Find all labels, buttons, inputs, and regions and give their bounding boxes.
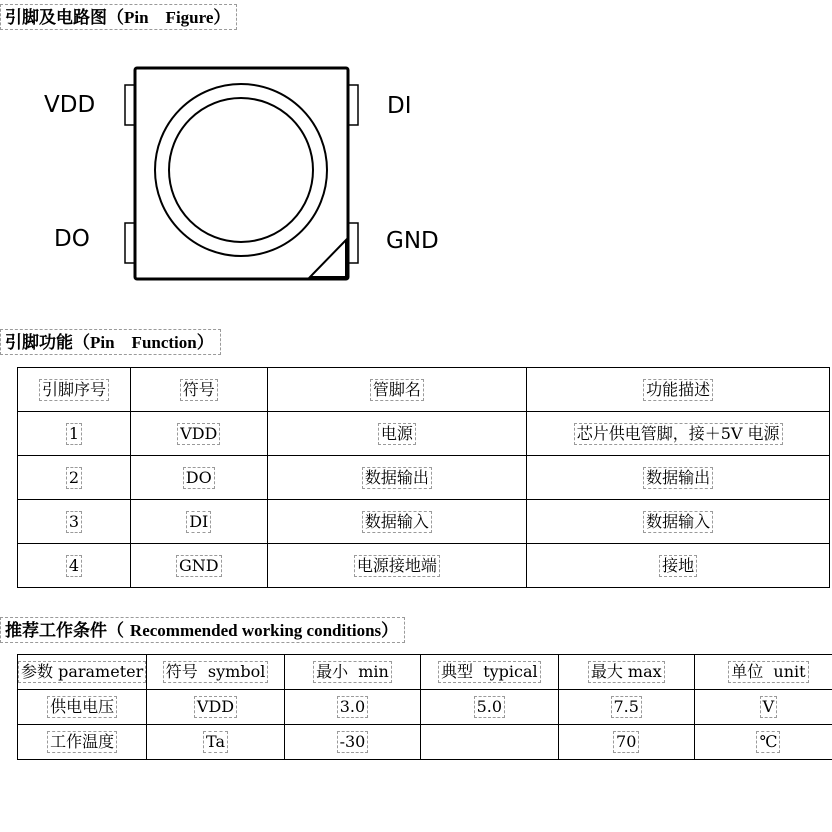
cell-value: 1 [66, 423, 82, 445]
table-row [18, 544, 830, 588]
pin-label-di: DI [387, 93, 412, 119]
header-cell [147, 655, 285, 690]
table-row [18, 412, 830, 456]
cell-value: 2 [66, 467, 82, 489]
table-cell [527, 544, 830, 588]
pin-function-title-cn: 引脚功能（ [5, 333, 90, 353]
table-cell [18, 544, 131, 588]
header-cell [267, 368, 527, 412]
header-cell [694, 655, 832, 690]
table-cell [284, 725, 420, 760]
table-row [18, 725, 832, 760]
pin-figure-title [0, 4, 237, 30]
pin-label-vdd: VDD [44, 92, 96, 118]
cell-value: 数据输入 [362, 511, 432, 533]
header-pin-number: 引脚序号 [39, 379, 109, 401]
table-header-row [18, 368, 830, 412]
pin-function-title-en: Pin Function [90, 333, 197, 352]
pin-function-title-close: ） [196, 333, 214, 353]
cell-value: 3 [66, 511, 82, 533]
cell-value: 工作温度 [47, 731, 117, 753]
header-min: 最小 min [313, 661, 392, 683]
table-cell [421, 690, 559, 725]
table-cell [147, 690, 285, 725]
table-cell [421, 725, 559, 760]
pin-figure-title-cn: 引脚及电路图（ [5, 8, 124, 28]
table-cell [18, 500, 131, 544]
cell-value: DO [183, 467, 215, 489]
header-function: 功能描述 [643, 379, 713, 401]
cell-value: V [760, 696, 778, 718]
header-cell [130, 368, 267, 412]
table-cell [130, 412, 267, 456]
cell-value: VDD [194, 696, 237, 718]
led-package-diagram [120, 60, 370, 290]
conditions-title-close: ） [381, 621, 399, 641]
lens-inner-ring [169, 98, 313, 242]
table-row [18, 456, 830, 500]
cell-value: 数据输出 [643, 467, 713, 489]
table-cell [267, 412, 527, 456]
header-cell [284, 655, 420, 690]
header-parameter: 参数 parameter [18, 661, 146, 683]
table-cell [18, 456, 131, 500]
conditions-title-cn: 推荐工作条件（ [5, 621, 130, 641]
cell-value: 芯片供电管脚，接＋5V 电源 [574, 423, 783, 445]
pin-label-do: DO [54, 226, 90, 252]
table-header-row [18, 655, 832, 690]
conditions-title-en: Recommended working conditions [129, 621, 382, 640]
header-pin-name: 管脚名 [370, 379, 424, 401]
header-cell [527, 368, 830, 412]
table-cell [130, 500, 267, 544]
table-cell [527, 412, 830, 456]
table-cell [267, 544, 527, 588]
pin-figure-title-en: Pin Figure [124, 8, 214, 27]
table-row [18, 500, 830, 544]
header-typical: 典型 typical [438, 661, 541, 683]
cell-value: VDD [177, 423, 220, 445]
table-cell [527, 500, 830, 544]
table-cell [558, 725, 694, 760]
cell-value: 电源接地端 [354, 555, 440, 577]
cell-value: 数据输出 [362, 467, 432, 489]
cell-value: 接地 [659, 555, 697, 577]
pin-function-table [17, 367, 830, 588]
table-cell [130, 544, 267, 588]
table-cell [18, 412, 131, 456]
table-cell [18, 725, 147, 760]
cell-value: 70 [613, 731, 639, 753]
table-cell [267, 456, 527, 500]
cell-value: -30 [337, 731, 369, 753]
cell-value: 7.5 [611, 696, 642, 718]
pin-figure-title-close: ） [213, 8, 231, 28]
cell-value: ℃ [756, 731, 780, 753]
table-cell [147, 725, 285, 760]
table-cell [694, 725, 832, 760]
pin-label-gnd: GND [386, 228, 439, 254]
table-cell [18, 690, 147, 725]
cell-value: 5.0 [474, 696, 505, 718]
cell-value: 4 [66, 555, 82, 577]
table-cell [130, 456, 267, 500]
cell-value: Ta [203, 731, 228, 753]
cell-value: DI [186, 511, 211, 533]
header-cell [421, 655, 559, 690]
table-row [18, 690, 832, 725]
conditions-title [0, 617, 405, 643]
cell-value: 供电电压 [47, 696, 117, 718]
cell-value: 数据输入 [643, 511, 713, 533]
header-cell [18, 655, 147, 690]
header-symbol: 符号 symbol [163, 661, 269, 683]
table-cell [284, 690, 420, 725]
header-symbol: 符号 [180, 379, 218, 401]
header-cell [558, 655, 694, 690]
table-cell [267, 500, 527, 544]
table-cell [694, 690, 832, 725]
header-cell [18, 368, 131, 412]
conditions-table [17, 654, 832, 760]
pin-function-title [0, 329, 221, 355]
cell-value: 电源 [378, 423, 416, 445]
table-cell [558, 690, 694, 725]
cell-value: 3.0 [337, 696, 368, 718]
cell-value: GND [176, 555, 222, 577]
header-max: 最大 max [588, 661, 665, 683]
table-cell [527, 456, 830, 500]
header-unit: 单位 unit [728, 661, 808, 683]
